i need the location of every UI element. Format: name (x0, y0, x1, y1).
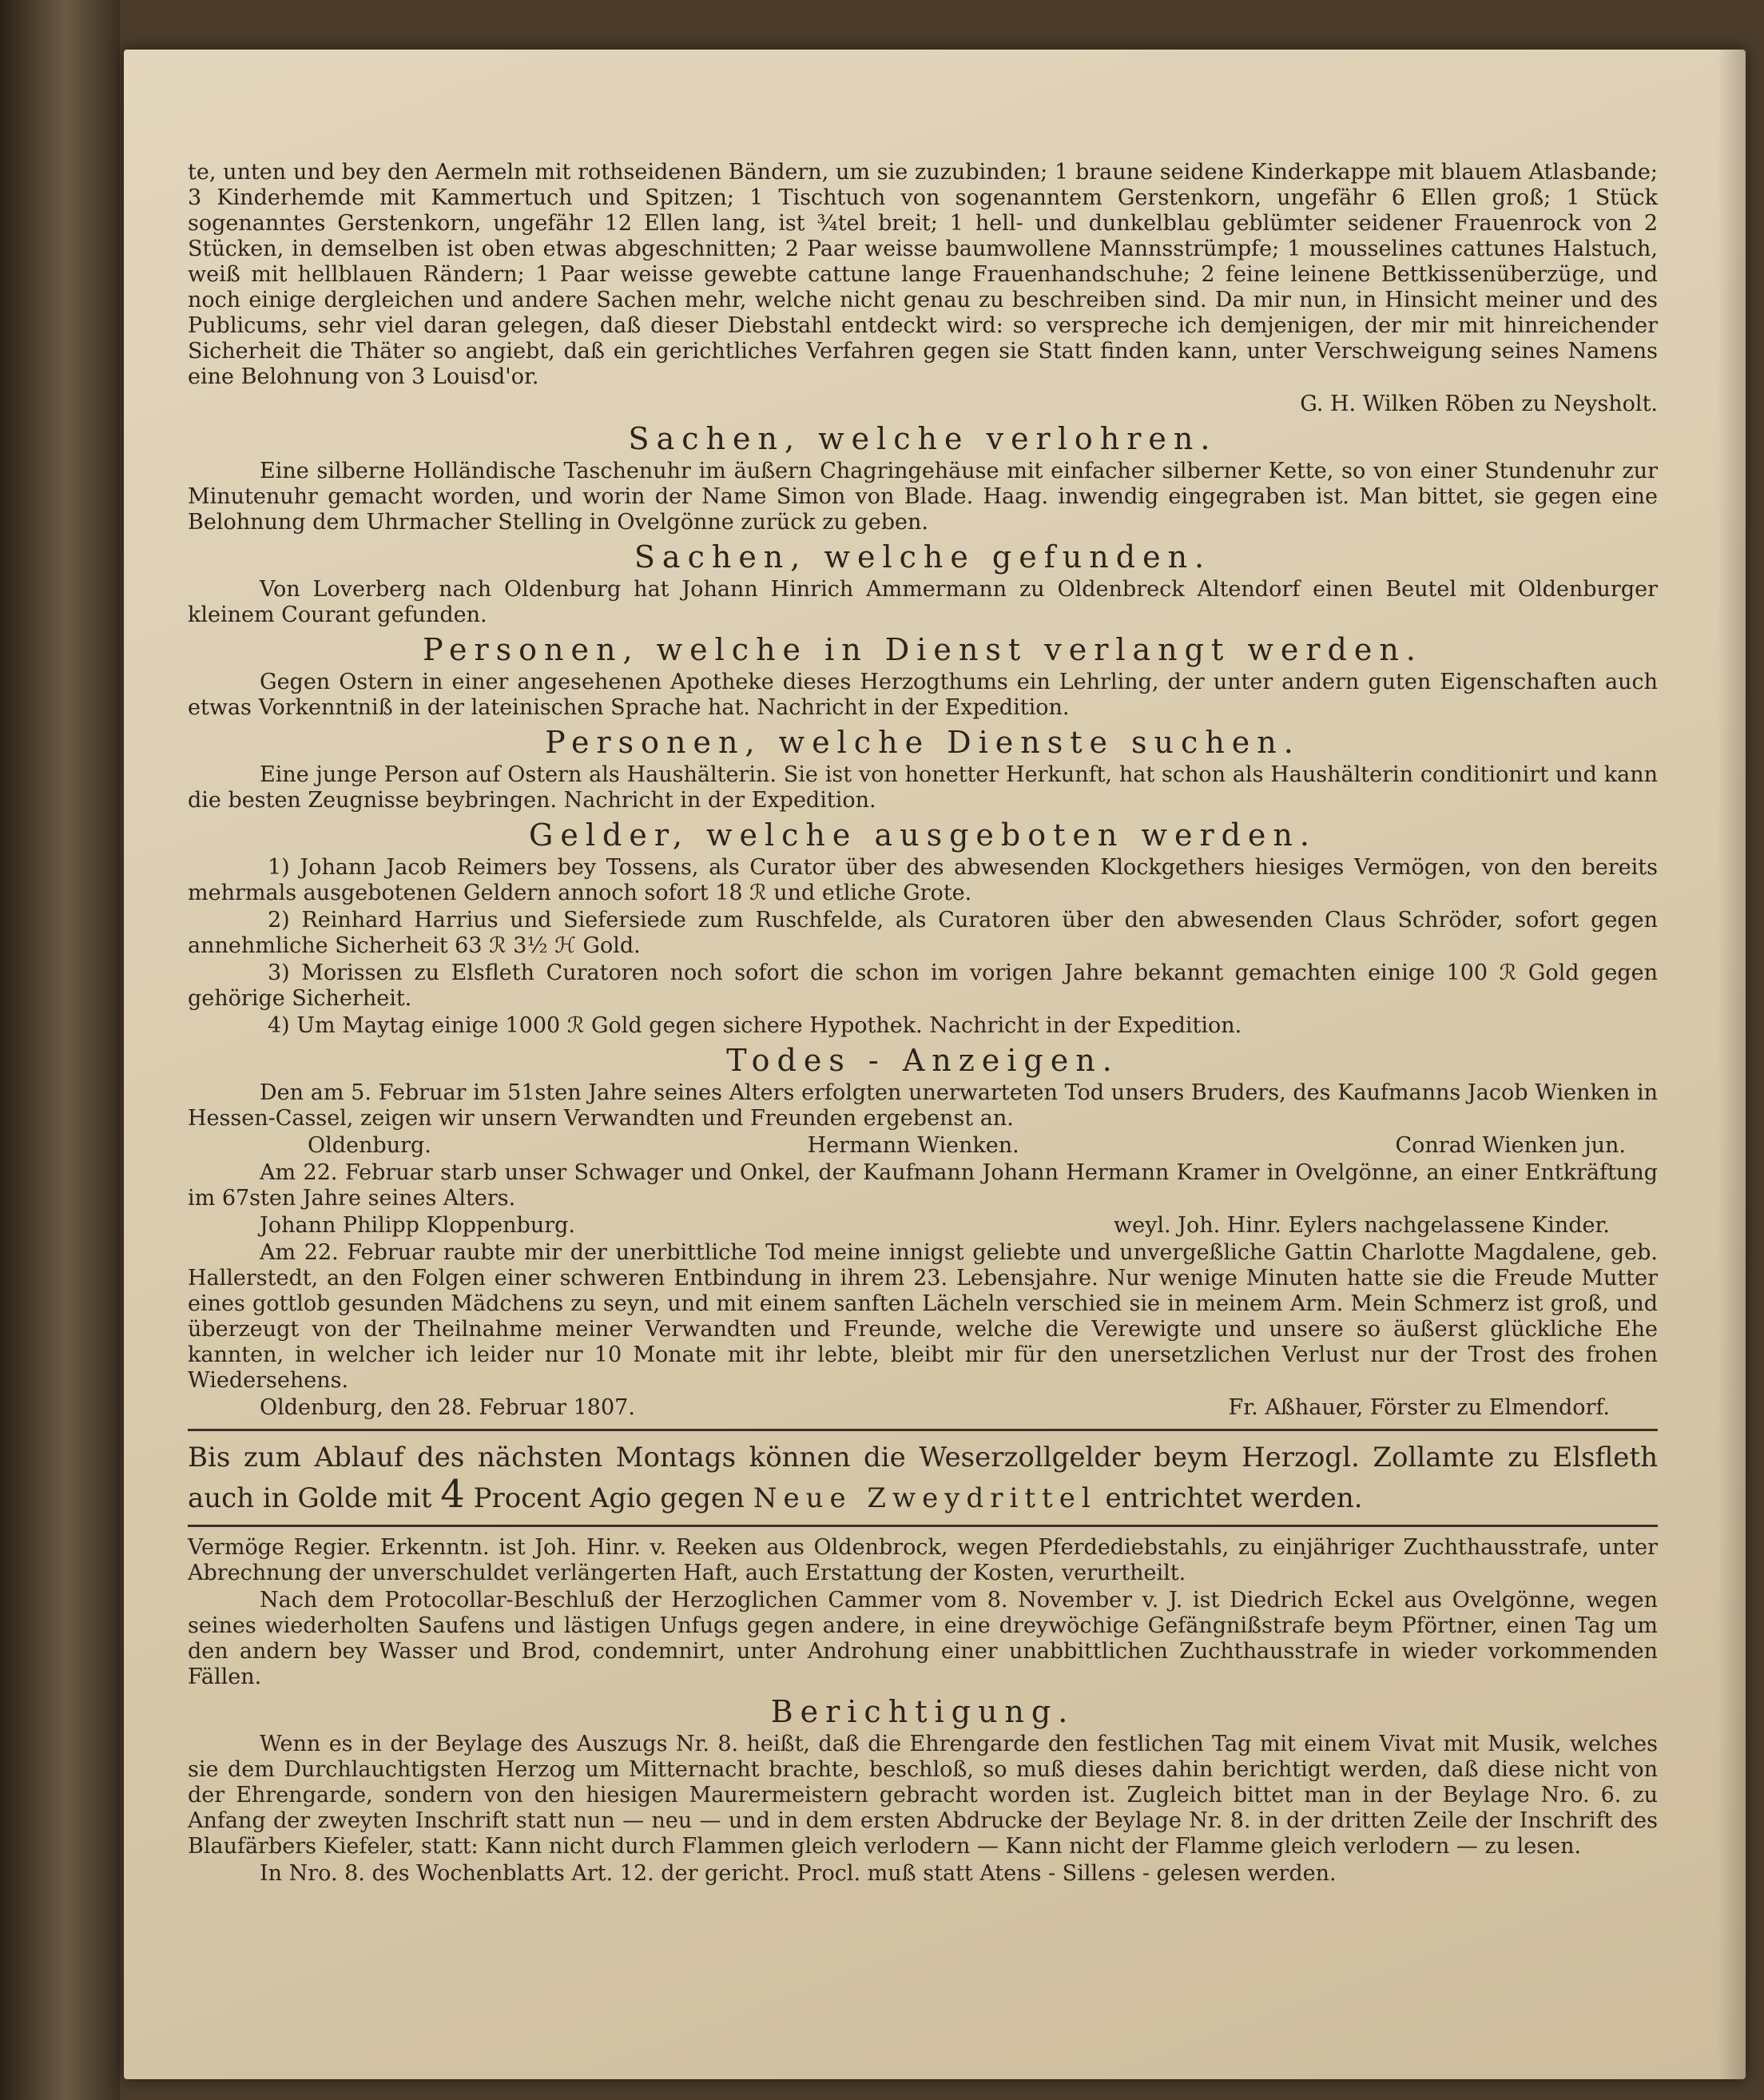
money-item-3: 3) Morissen zu Elsfleth Curatoren noch sofort die schon im vorigen Jahre bekannt gemachten einige 100 ℛ Gold gegen gehörige Sicherheit. (188, 961, 1658, 1011)
divider (188, 1429, 1658, 1431)
customs-notice (188, 1439, 1658, 1517)
death-notice-3-signatures (188, 1395, 1658, 1421)
death-notice-1-signatures (188, 1133, 1658, 1159)
customs-notice-line1: Bis zum Ablauf des nächsten Montags können die Weserzollgelder beym Herzogl. Zollamte zu (188, 1442, 1540, 1474)
heading-found-items: Sachen, welche gefunden. (634, 539, 1212, 575)
book-spine (0, 0, 120, 2100)
money-item-1: 1) Johann Jacob Reimers bey Tossens, als Curator über des abwesenden Klockgethers hiesiges Vermögen, von den bereits mehrmals ausgebotenen Geldern annoch sofort 18 ℛ und etliche Grote. (188, 855, 1658, 905)
court-notice-2: Nach dem Protocollar-Beschluß der Herzoglichen Cammer vom 8. November v. J. ist Diedrich Eckel aus Ovelgönne, wegen seines wiederholten Saufens und lästigen Unfugs gegen andere, in eine dreywöchige Gefängnißstrafe beym Pförtner, einen Tag um den andern bey Wasser und Brod, condemnirt, unter Androhung einer unabbittlichen Zuchthausstrafe in wieder vorkommenden Fällen. (188, 1588, 1658, 1689)
money-item-4: 4) Um Maytag einige 1000 ℛ Gold gegen sichere Hypothek. Nachricht in der Expedition. (268, 1013, 1242, 1038)
signature-name-2: Conrad Wienken jun. (1395, 1133, 1626, 1158)
customs-notice-part-e: entrichtet werden. (1105, 1482, 1363, 1514)
signature-name: Fr. Aßhauer, Förster zu Elmendorf. (1228, 1395, 1610, 1420)
death-notice-1: Den am 5. Februar im 51sten Jahre seines Alters erfolgten unerwarteten Tod unsers Bruders, des Kaufmanns Jacob Wienken in Hessen-Cassel, zeigen wir unsern Verwandten und Freunden ergebenst an. (188, 1080, 1658, 1131)
heading-lost-items: Sachen, welche verlohren. (628, 421, 1218, 456)
money-item-2: 2) Reinhard Harrius und Siefersiede zum Ruschfelde, als Curatoren über den abwesenden Claus Schröder, sofort gegen annehmliche Sicherheit 63 ℛ 3½ ℋ Gold. (188, 908, 1658, 958)
signature-name-1: Johann Philipp Kloppenburg. (260, 1213, 575, 1238)
correction-paragraph-1: Wenn es in der Beylage des Auszugs Nr. 8. heißt, daß die Ehrengarde den festlichen Tag mit einem Vivat mit Musik, welches sie dem Durchlauchtigsten Herzog um Mitternacht brachte, beschloß, so muß dieses dahin berichtigt werden, daß diese nicht von der Ehrengarde, sondern von den hiesigen Maurermeistern gebracht worden ist. Zugleich bittet man in der Beylage Nro. 6. zu Anfang der zweyten Inschrift statt nun — neu — und in dem ersten Abdrucke der Beylage Nr. 8. in der dritten Zeile der Inschrift des Blaufärbers Kiefeler, statt: Kann nicht durch Flammen gleich verlodern — Kann nicht der Flamme gleich verlodern — zu lesen. (188, 1732, 1658, 1859)
divider (188, 1525, 1658, 1527)
signature-name-2: weyl. Joh. Hinr. Eylers nachgelassene Kinder. (1114, 1213, 1610, 1238)
heading-death-notices: Todes - Anzeigen. (726, 1043, 1119, 1078)
theft-notice-paragraph: te, unten und bey den Aermeln mit rothseidenen Bändern, um sie zuzubinden; 1 braune seidene Kinderkappe mit blauem Atlasbande; 3 Kinderhemde mit Kammertuch und Spitzen; 1 Tischtuch von sogenanntem Gerstenkorn, ungefähr 6 Ellen groß; 1 Stück sogenanntes Gerstenkorn, ungefähr 12 Ellen lang, ist ¾tel breit; 1 hell- und dunkelblau geblümter seidener Frauenrock von 2 Stücken, in demselben ist oben etwas abgeschnitten; 2 Paar weisse baumwollene Mannsstrümpfe; 1 mousselines cattunes Halstuch, weiß mit hellblauen Rändern; 1 Paar weisse gewebte cattune lange Frauenhandschuhe; 2 feine leinene Bettkissenüberzüge, und noch einige dergleichen und andere Sachen mehr, welche nicht genau zu beschreiben sind. Da mir nun, in Hinsicht meiner und des Publicums, sehr viel daran gelegen, daß dieser Diebstahl entdeckt wird: so verspreche ich demjenigen, der mir mit hinreichender Sicherheit die Thäter so angiebt, daß ein gerichtliches Verfahren gegen sie Statt finden kann, unter Verschweigung seines Namens eine Belohnung von 3 Louisd'or. (188, 160, 1658, 389)
signature-name-1: Hermann Wienken. (807, 1133, 1019, 1158)
heading-correction: Berichtigung. (770, 1694, 1075, 1729)
customs-notice-part-a: Elsfleth auch in Golde mit (188, 1442, 1658, 1514)
death-notice-3: Am 22. Februar raubte mir der unerbittliche Tod meine innigst geliebte und unvergeßliche Gattin Charlotte Magdalene, geb. Hallerstedt, an den Folgen einer schweren Entbindung in ihrem 23. Lebensjahre. Nur wenige Minuten hatte sie die Freude Mutter eines gottlob gesunden Mädchens zu seyn, und mit einem sanften Lächeln verschied sie in meinem Arm. Mein Schmerz ist groß, und überzeugt von der Theilnahme meiner Verwandten und Freunde, welche die Verewigte und unsere so äußerst glückliche Ehe kannten, in welcher ich leider nur 10 Monate mit ihr lebte, bleibt mir für den unersetzlichen Verlust nur der Trost des frohen Wiedersehens. (188, 1240, 1658, 1393)
heading-money-offered: Gelder, welche ausgeboten werden. (529, 817, 1317, 853)
death-notice-2-signatures (188, 1213, 1658, 1239)
lost-watch-paragraph: Eine silberne Holländische Taschenuhr im äußern Chagringehäuse mit einfacher silberner Kette, so von einer Stundenuhr zur Minutenuhr gemacht worden, und worin der Name Simon von Blade. Haag. inwendig eingegraben ist. Man bittet, sie gegen eine Belohnung dem Uhrmacher Stelling in Ovelgönne zurück zu geben. (188, 459, 1658, 535)
signature-place: Oldenburg. (308, 1133, 431, 1158)
page-content (188, 160, 1658, 1888)
apprentice-wanted-paragraph: Gegen Ostern in einer angesehenen Apotheke dieses Herzogthums ein Lehrling, der unter andern guten Eigenschaften auch etwas Vorkenntniß in der lateinischen Sprache hat. Nachricht in der Expedition. (188, 670, 1658, 720)
death-notice-2: Am 22. Februar starb unser Schwager und Onkel, der Kaufmann Johann Hermann Kramer in Ovelgönne, an einer Entkräftung im 67sten Jahre seines Alters. (188, 1160, 1658, 1211)
court-notice-1: Vermöge Regier. Erkenntn. ist Joh. Hinr. v. Reeken aus Oldenbrock, wegen Pferdediebstahls, zu einjähriger Zuchthausstrafe, unter Abrechnung der unverschuldet verlängerten Haft, auch Erstattung der Kosten, verurtheilt. (188, 1535, 1658, 1585)
customs-notice-percent: 4 (440, 1472, 465, 1517)
found-purse-paragraph: Von Loverberg nach Oldenburg hat Johann Hinrich Ammermann zu Oldenbreck Altendorf einen Beutel mit Oldenburger kleinem Courant gefunden. (188, 577, 1658, 627)
signature-place-date: Oldenburg, den 28. Februar 1807. (260, 1395, 635, 1420)
correction-paragraph-2: In Nro. 8. des Wochenblatts Art. 12. der gericht. Procl. muß statt Atens - Sillens - gelesen werden. (260, 1861, 1337, 1886)
theft-notice-signature: G. H. Wilken Röben zu Neysholt. (1300, 392, 1658, 416)
heading-seeking-positions: Personen, welche Dienste suchen. (545, 725, 1301, 760)
customs-notice-currency: Neue Zweydrittel (753, 1482, 1097, 1514)
heading-positions-wanted: Personen, welche in Dienst verlangt werden. (423, 632, 1423, 667)
page-edge-shadow (1718, 50, 1746, 2079)
housekeeper-paragraph: Eine junge Person auf Ostern als Haushälterin. Sie ist von honetter Herkunft, hat schon als Haushälterin conditionirt und kann die besten Zeugnisse beybringen. Nachricht in der Expedition. (188, 762, 1658, 813)
customs-notice-part-c: Procent Agio gegen (473, 1482, 745, 1514)
